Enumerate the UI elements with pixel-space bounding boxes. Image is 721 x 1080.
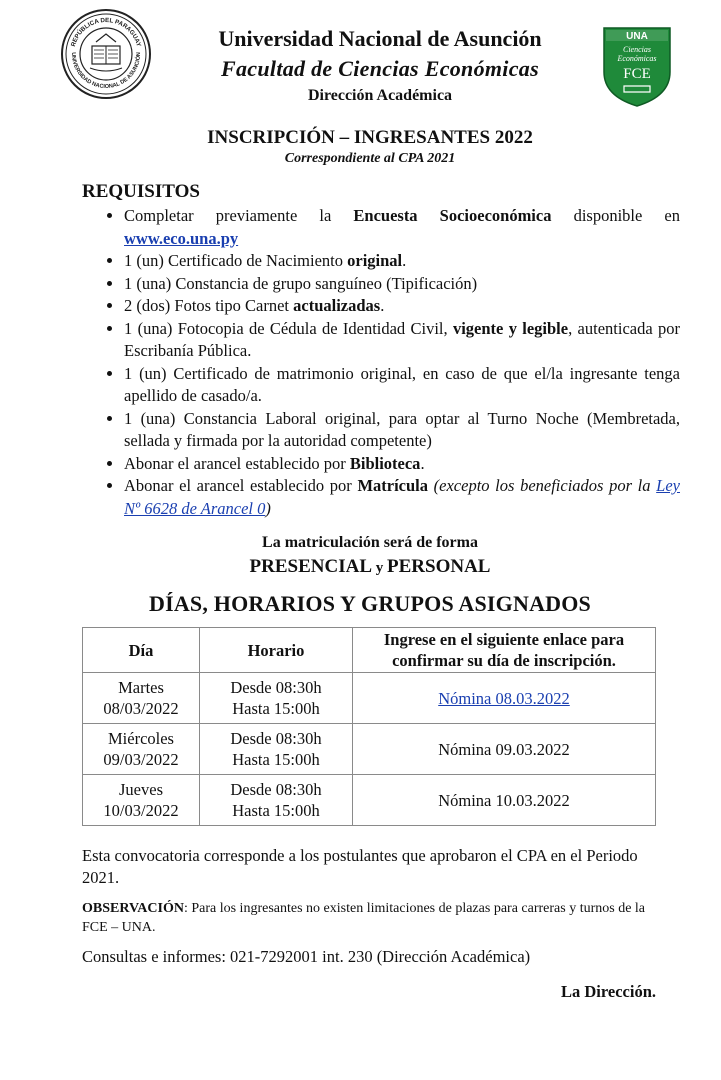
requirements-list: [102, 205, 680, 520]
schedule-heading: DÍAS, HORARIOS Y GRUPOS ASIGNADOS: [149, 591, 591, 616]
link-cell: Nómina 09.03.2022: [353, 724, 656, 775]
nomina-link[interactable]: Nómina 08.03.2022: [438, 688, 570, 708]
observation-label: OBSERVACIÓN: [82, 901, 184, 916]
time-from: Desde 08:30h: [230, 729, 322, 748]
enrollment-mode-a: PRESENCIAL: [249, 556, 372, 577]
seal-text-bottom: UNIVERSIDAD NACIONAL DE ASUNCIÓN: [69, 52, 143, 91]
time-cell: [200, 724, 353, 775]
logo-fce-text: FCE: [623, 66, 651, 82]
signature: La Dirección.: [560, 982, 656, 1001]
req-text: .: [420, 453, 425, 473]
requirements-heading: REQUISITOS: [82, 181, 200, 202]
table-row: [83, 775, 656, 826]
link-cell: Nómina 10.03.2022: [353, 775, 656, 826]
link-cell: [353, 673, 656, 724]
req-text: , autenticada por Escribanía Pública.: [124, 318, 680, 360]
req-text: 1 (una) Constancia de grupo sanguíneo (Tipificación): [124, 273, 478, 293]
list-item: [124, 273, 680, 296]
req-text: 1 (una) Constancia Laboral original, para optar al Turno Noche (Membretada, sellada y firmada por la autoridad competente): [124, 408, 680, 450]
university-name: Universidad Nacional de Asunción: [218, 26, 542, 51]
req-text: 1 (una) Fotocopia de Cédula de Identidad Civil,: [124, 318, 453, 338]
enrollment-mode-b: PERSONAL: [387, 556, 491, 577]
header-time: Horario: [200, 628, 353, 673]
list-item: [124, 475, 680, 520]
day-date: 10/03/2022: [103, 801, 179, 820]
header-day: Día: [83, 628, 200, 673]
day-name: Martes: [118, 678, 164, 697]
enrollment-note: La matriculación será de forma: [262, 534, 478, 551]
faculty-name: Facultad de Ciencias Económicas: [221, 56, 539, 81]
req-bold: Biblioteca: [349, 453, 421, 473]
header-link: Ingrese en el siguiente enlace para confirmar su día de inscripción.: [353, 628, 656, 673]
list-item: [124, 250, 680, 273]
logo-economicas-text: Económicas: [617, 54, 657, 63]
day-cell: [83, 724, 200, 775]
req-text: .: [402, 251, 407, 270]
logo-una-text: UNA: [626, 31, 648, 42]
page-subtitle: Correspondiente al CPA 2021: [284, 151, 456, 166]
list-item: [124, 363, 680, 408]
university-seal: [60, 8, 152, 100]
day-date: 09/03/2022: [103, 750, 179, 769]
time-to: Hasta 15:00h: [232, 801, 320, 820]
req-italic: (excepto los beneficiados por la: [428, 476, 657, 495]
req-text: 2 (dos) Fotos tipo Carnet: [124, 296, 294, 315]
req-text: Completar previamente la: [124, 206, 354, 225]
time-cell: [200, 673, 353, 724]
table-row: [83, 673, 656, 724]
req-text: 1 (un) Certificado de Nacimiento: [124, 251, 348, 270]
table-header-row: [83, 628, 656, 673]
enrollment-mode-and: y: [372, 560, 387, 576]
logo-ciencias-text: Ciencias: [623, 45, 651, 54]
day-cell: [83, 673, 200, 724]
req-text: 1 (un) Certificado de matrimonio original, en caso de que el/la ingresante tenga apellido de casado/a.: [124, 363, 680, 405]
req-bold: vigente y legible: [452, 318, 569, 338]
list-item: [124, 318, 680, 363]
time-to: Hasta 15:00h: [232, 699, 320, 718]
time-from: Desde 08:30h: [230, 780, 322, 799]
list-item: [124, 295, 680, 318]
req-bold: original: [347, 251, 403, 270]
observation: [82, 899, 660, 937]
req-bold: Encuesta Socioeconómica: [353, 206, 552, 225]
req-italic: ): [265, 498, 271, 518]
page-title: INSCRIPCIÓN – INGRESANTES 2022: [207, 127, 533, 148]
department-name: Dirección Académica: [307, 87, 453, 104]
table-row: [83, 724, 656, 775]
time-to: Hasta 15:00h: [232, 750, 320, 769]
list-item: [124, 408, 680, 453]
time-cell: [200, 775, 353, 826]
law-link[interactable]: Ley Nº 6628 de Arancel 0: [124, 476, 680, 518]
schedule-table: [82, 627, 656, 826]
list-item: [124, 205, 680, 250]
day-cell: [83, 775, 200, 826]
time-from: Desde 08:30h: [230, 678, 322, 697]
day-date: 08/03/2022: [103, 699, 179, 718]
enrollment-mode: [0, 556, 721, 578]
observation-text: : Para los ingresantes no existen limitaciones de plazas para carreras y turnos de la FCE – UNA.: [82, 901, 646, 935]
req-bold: Matrícula: [357, 476, 429, 495]
req-bold: actualizadas: [293, 296, 381, 315]
contact-info: Consultas e informes: 021-7292001 int. 230 (Dirección Académica): [82, 947, 531, 966]
fce-logo: [600, 22, 674, 108]
list-item: [124, 453, 680, 476]
req-text: .: [380, 296, 385, 315]
req-text: Abonar el arancel establecido por: [124, 453, 350, 473]
convocation-text: Esta convocatoria corresponde a los postulantes que aprobaron el CPA en el Periodo 2021.: [82, 846, 638, 887]
day-name: Miércoles: [108, 729, 174, 748]
seal-text-top: REPÚBLICA DEL PARAGUAY: [69, 16, 143, 48]
req-text: Abonar el arancel establecido por: [124, 476, 358, 495]
req-text: disponible en: [551, 206, 680, 225]
survey-link[interactable]: www.eco.una.py: [124, 228, 239, 248]
day-name: Jueves: [119, 780, 163, 799]
